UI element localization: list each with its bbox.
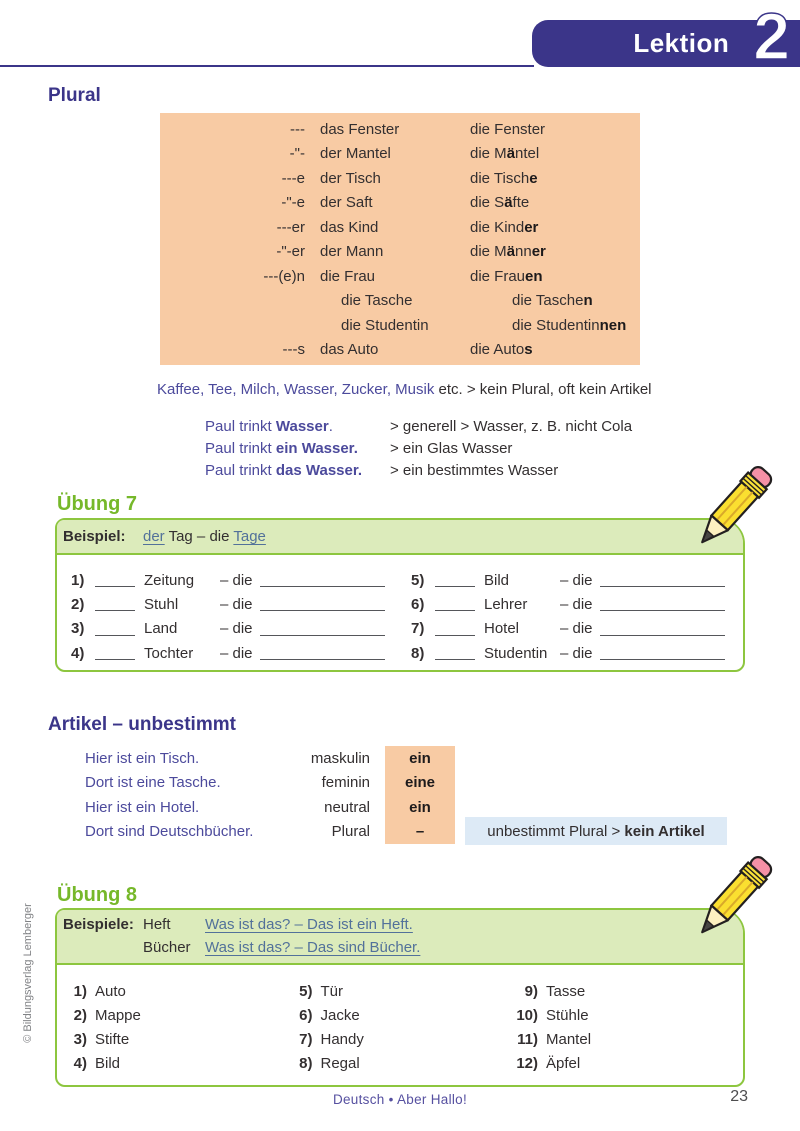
- plural-pattern: ---s: [282, 341, 305, 359]
- beispiel-article-filled: der: [143, 528, 165, 545]
- plural-segment: die Frau: [470, 267, 526, 285]
- exercise7-item: [411, 641, 733, 665]
- dash-die-label: – die: [220, 571, 253, 589]
- plural-section-title: Plural: [48, 85, 101, 106]
- uebung8-items: [57, 965, 743, 1076]
- plural-pattern: ---(e)n: [263, 267, 305, 285]
- plural-segment: die Tasche: [512, 292, 584, 310]
- artikel-gender: neutral: [324, 798, 370, 816]
- dash-die-label: – die: [560, 620, 593, 638]
- example-bold: ein Wasser.: [275, 439, 358, 457]
- exercise8-item: [512, 979, 738, 1003]
- item-word: Bild: [484, 571, 510, 589]
- plural-segment: die M: [470, 243, 507, 261]
- plural-segment: er: [531, 243, 546, 261]
- plural-segment: die M: [470, 145, 507, 163]
- plural-plural: [470, 145, 539, 162]
- exercise8-item: [512, 1027, 738, 1051]
- plural-plural: [470, 341, 533, 358]
- uebung7-items: [57, 555, 743, 665]
- info-box-text: [487, 823, 704, 840]
- dash-die-label: – die: [220, 595, 253, 613]
- book-title: Deutsch • Aber Hallo!: [332, 1092, 468, 1107]
- item-number: 1): [71, 571, 85, 589]
- item-number: 12): [516, 1055, 538, 1073]
- lesson-label: Lektion: [633, 28, 730, 58]
- plural-plural: [470, 194, 529, 211]
- item-word: Tasse: [546, 982, 586, 1000]
- item-word: Hotel: [484, 620, 520, 638]
- plural-table-row: [160, 191, 640, 216]
- item-number: 8): [299, 1055, 313, 1073]
- plural-plural: [491, 317, 626, 334]
- example-post: .: [328, 417, 333, 435]
- plural-plural: [470, 243, 546, 260]
- plural-table-row: [160, 215, 640, 240]
- plural-singular: die Studentin: [341, 316, 429, 334]
- beispiel-word: Bücher: [143, 939, 191, 956]
- plural-singular: der Tisch: [320, 169, 381, 187]
- article-blank-line: [95, 573, 135, 587]
- dash-die-label: – die: [220, 644, 253, 662]
- artikel-gender: Plural: [331, 823, 370, 841]
- artikel-row: [85, 820, 455, 845]
- plural-table-row: [160, 264, 640, 289]
- no-plural-note-words: Kaffee, Tee, Milch, Wasser, Zucker, Musik: [157, 381, 435, 398]
- example-sentence: [205, 440, 390, 457]
- plural-segment: ä: [506, 243, 516, 261]
- article-blank-line: [435, 573, 475, 587]
- item-word: Zeitung: [144, 571, 195, 589]
- item-number: 10): [516, 1006, 538, 1024]
- exercise8-item: [287, 1027, 513, 1051]
- plural-table-row: [160, 166, 640, 191]
- item-word: Bild: [95, 1055, 121, 1073]
- artikel-gender: feminin: [321, 774, 370, 792]
- plural-segment: ä: [506, 145, 516, 163]
- item-word: Jacke: [320, 1006, 360, 1024]
- exercise8-item: [287, 1052, 513, 1076]
- exercise7-item: [71, 592, 393, 616]
- plural-segment: nn: [515, 243, 532, 261]
- plural-pattern: -"-: [289, 145, 305, 163]
- plural-singular: das Auto: [320, 341, 379, 359]
- plural-segment: er: [524, 218, 539, 236]
- header-rule: [0, 65, 534, 68]
- plural-plural: [470, 121, 545, 138]
- artikel-gender: maskulin: [310, 749, 370, 767]
- item-word: Handy: [320, 1030, 364, 1048]
- plural-pattern: -"-er: [276, 243, 305, 261]
- article-blank-line: [95, 597, 135, 611]
- plural-pattern: ---er: [276, 218, 305, 236]
- item-number: 9): [524, 982, 538, 1000]
- item-word: Studentin: [484, 644, 548, 662]
- item-number: 1): [73, 982, 87, 1000]
- item-word: Stühle: [546, 1006, 589, 1024]
- uebung7-box: [55, 518, 745, 672]
- beispiel-plural-filled: Tage: [233, 528, 266, 545]
- plural-segment: die S: [470, 194, 505, 212]
- artikel-rows: [85, 746, 455, 844]
- exercise7-item: [71, 568, 393, 592]
- no-plural-note: [157, 381, 652, 398]
- artikel-sentence: Dort sind Deutschbücher.: [85, 823, 254, 841]
- beispiel-answer: Was ist das? – Das sind Bücher.: [205, 939, 421, 956]
- exercise8-item: [61, 1003, 287, 1027]
- uebung8-beispiele: [57, 910, 743, 965]
- beispiel-text: [143, 528, 266, 545]
- artikel-row: [85, 795, 455, 820]
- pencil-icon: [685, 848, 781, 948]
- plural-blank-line: [600, 597, 725, 611]
- exercise8-item: [61, 979, 287, 1003]
- exercise8-item: [512, 1003, 738, 1027]
- plural-table-row: [160, 117, 640, 142]
- artikel-article: ein: [409, 749, 431, 767]
- example-explanation: > generell > Wasser, z. B. nicht Cola: [390, 417, 633, 435]
- item-number: 2): [71, 595, 85, 613]
- artikel-article: –: [415, 823, 425, 841]
- article-blank-line: [435, 597, 475, 611]
- item-number: 6): [411, 595, 425, 613]
- plural-plural: [470, 219, 538, 236]
- item-number: 5): [411, 571, 425, 589]
- dash-die-label: – die: [560, 595, 593, 613]
- artikel-section-title: Artikel – unbestimmt: [48, 714, 236, 735]
- item-number: 4): [71, 644, 85, 662]
- plural-blank-line: [260, 597, 385, 611]
- artikel-sentence: Hier ist ein Hotel.: [85, 798, 200, 816]
- article-blank-line: [95, 622, 135, 636]
- item-word: Lehrer: [484, 595, 528, 613]
- plural-blank-line: [600, 646, 725, 660]
- beispiel-label: Beispiel:: [63, 528, 126, 545]
- exercise7-item: [411, 592, 733, 616]
- item-word: Auto: [95, 982, 126, 1000]
- plural-singular: der Mantel: [320, 145, 391, 163]
- example-sentence: [205, 418, 390, 435]
- article-blank-line: [435, 646, 475, 660]
- lesson-banner: [532, 0, 800, 73]
- item-number: 7): [299, 1030, 313, 1048]
- lesson-number: 2: [753, 0, 790, 73]
- article-blank-line: [435, 622, 475, 636]
- plural-singular: die Frau: [320, 267, 376, 285]
- example-pre: Paul trinkt: [205, 461, 276, 479]
- exercise7-item: [71, 617, 393, 641]
- plural-singular: das Fenster: [320, 120, 400, 138]
- plural-singular: die Tasche: [341, 292, 413, 310]
- plural-pattern: -"-e: [281, 194, 305, 212]
- plural-blank-line: [600, 622, 725, 636]
- plural-singular: der Saft: [320, 194, 373, 212]
- item-number: 2): [73, 1006, 87, 1024]
- plural-table-row: [160, 142, 640, 167]
- example-sentence: [205, 462, 390, 479]
- artikel-sentence: Hier ist ein Tisch.: [85, 749, 200, 767]
- plural-pattern: ---: [290, 120, 305, 138]
- exercise8-item: [61, 1027, 287, 1051]
- plural-blank-line: [600, 573, 725, 587]
- beispiele-label: Beispiele:: [63, 916, 134, 933]
- plural-table-row: [160, 313, 640, 338]
- page-number: 23: [730, 1088, 748, 1105]
- plural-segment: ä: [504, 194, 513, 212]
- plural-table-row: [160, 289, 640, 314]
- example-row: [205, 459, 632, 481]
- wasser-examples: [205, 415, 632, 481]
- kein-artikel-info-box: [465, 817, 727, 845]
- uebung8-title: Übung 8: [57, 884, 137, 906]
- artikel-article: eine: [404, 774, 435, 792]
- item-word: Tochter: [144, 644, 194, 662]
- beispiel-word: Heft: [143, 916, 171, 933]
- plural-segment: ntel: [515, 145, 540, 163]
- plural-segment: die Studentin: [512, 316, 600, 334]
- example-explanation: > ein Glas Wasser: [390, 439, 513, 457]
- example-pre: Paul trinkt: [205, 417, 276, 435]
- plural-singular: der Mann: [320, 243, 384, 261]
- exercise8-item: [287, 1003, 513, 1027]
- example-row: [205, 437, 632, 459]
- plural-table-row: [160, 338, 640, 363]
- artikel-article: ein: [409, 798, 431, 816]
- item-word: Land: [144, 620, 178, 638]
- beispiel-line: [57, 936, 743, 959]
- exercise7-item: [411, 617, 733, 641]
- plural-blank-line: [260, 646, 385, 660]
- item-word: Stifte: [95, 1030, 130, 1048]
- exercise7-item: [71, 641, 393, 665]
- info-box-pre: unbestimmt Plural >: [487, 822, 625, 840]
- uebung8-box: [55, 908, 745, 1087]
- plural-table: [160, 113, 640, 365]
- uebung7-title: Übung 7: [57, 493, 137, 515]
- item-number: 6): [299, 1006, 313, 1024]
- item-word: Mantel: [546, 1030, 592, 1048]
- dash-die-label: – die: [560, 644, 593, 662]
- item-word: Mappe: [95, 1006, 141, 1024]
- plural-segment: e: [529, 169, 538, 187]
- plural-segment: en: [525, 267, 543, 285]
- beispiel-answer: Was ist das? – Das ist ein Heft.: [205, 916, 413, 933]
- item-number: 8): [411, 644, 425, 662]
- plural-segment: die Tisch: [470, 169, 530, 187]
- example-bold: Wasser: [275, 417, 329, 435]
- plural-segment: s: [524, 341, 533, 359]
- pencil-icon: [685, 458, 781, 558]
- beispiel-line: [57, 520, 743, 553]
- plural-table-row: [160, 240, 640, 265]
- item-word: Stuhl: [144, 595, 179, 613]
- dash-die-label: – die: [220, 620, 253, 638]
- plural-plural: [470, 268, 543, 285]
- plural-blank-line: [260, 573, 385, 587]
- item-number: 5): [299, 982, 313, 1000]
- item-number: 11): [517, 1030, 538, 1048]
- plural-pattern: ---e: [281, 169, 305, 187]
- exercise8-item: [61, 1052, 287, 1076]
- item-word: Tür: [320, 982, 343, 1000]
- exercise8-item: [287, 979, 513, 1003]
- item-word: Äpfel: [546, 1055, 581, 1073]
- item-number: 7): [411, 620, 425, 638]
- plural-segment: nen: [599, 316, 627, 334]
- example-bold: das Wasser.: [275, 461, 363, 479]
- artikel-row: [85, 771, 455, 796]
- no-plural-note-rest: etc. > kein Plural, oft kein Artikel: [434, 381, 652, 398]
- plural-singular: das Kind: [320, 218, 379, 236]
- plural-segment: fte: [512, 194, 530, 212]
- beispiel-line: [57, 913, 743, 936]
- item-number: 4): [73, 1055, 87, 1073]
- dash-die-label: – die: [560, 571, 593, 589]
- article-blank-line: [95, 646, 135, 660]
- example-explanation: > ein bestimmtes Wasser: [390, 461, 559, 479]
- artikel-row: [85, 746, 455, 771]
- plural-segment: die Fenster: [470, 120, 546, 138]
- item-word: Regal: [320, 1055, 360, 1073]
- plural-blank-line: [260, 622, 385, 636]
- plural-plural: [491, 292, 593, 309]
- publisher-copyright: © Bildungsverlag Lemberger: [22, 903, 34, 1043]
- exercise7-item: [411, 568, 733, 592]
- plural-segment: die Auto: [470, 341, 525, 359]
- plural-plural: [470, 170, 538, 187]
- beispiel-middle: Tag – die: [164, 528, 234, 545]
- item-number: 3): [71, 620, 85, 638]
- item-number: 3): [73, 1030, 87, 1048]
- uebung7-beispiel-strip: [57, 520, 743, 555]
- example-row: [205, 415, 632, 437]
- example-pre: Paul trinkt: [205, 439, 276, 457]
- artikel-sentence: Dort ist eine Tasche.: [85, 774, 221, 792]
- plural-segment: n: [583, 292, 593, 310]
- exercise8-item: [512, 1052, 738, 1076]
- plural-segment: die Kind: [470, 218, 525, 236]
- info-box-bold: kein Artikel: [624, 822, 705, 840]
